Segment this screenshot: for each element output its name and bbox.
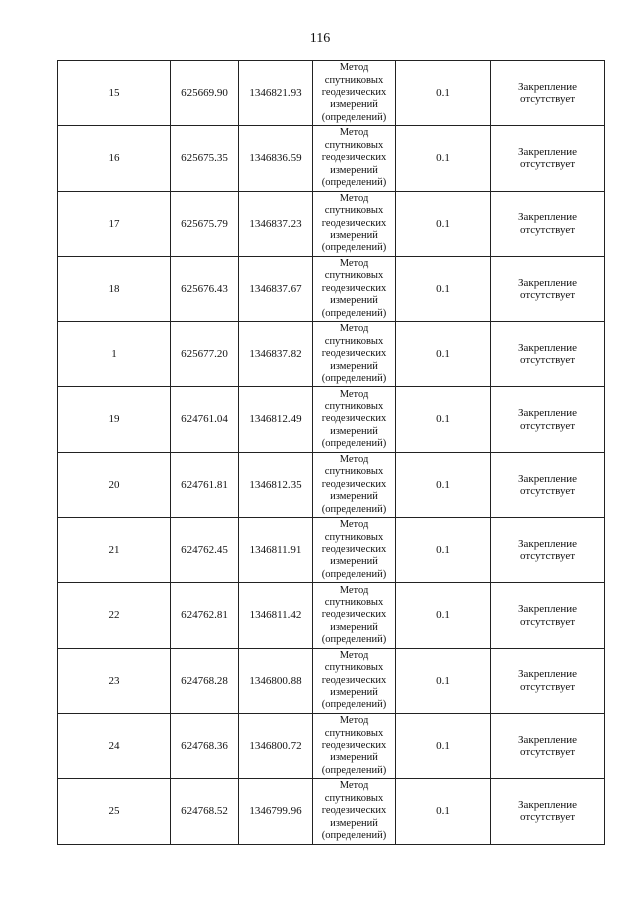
fixing-cell (491, 126, 605, 191)
accuracy-cell: 0.1 (396, 256, 491, 321)
x-coordinate-cell: 624762.45 (171, 518, 239, 583)
y-coordinate-cell: 1346837.67 (239, 256, 313, 321)
method-cell (313, 452, 396, 517)
method-line: (определений) (321, 699, 387, 711)
method-line: спутниковых (324, 205, 384, 217)
accuracy-cell: 0.1 (396, 452, 491, 517)
method-line: Метод (339, 453, 369, 465)
x-coordinate-cell: 624768.28 (171, 648, 239, 713)
method-line: (определений) (321, 372, 387, 384)
method-line: Метод (339, 649, 369, 661)
point-number-cell: 22 (58, 583, 171, 648)
accuracy-cell: 0.1 (396, 322, 491, 387)
table-row (58, 648, 605, 713)
fixing-line: отсутствует (519, 550, 576, 563)
method-line: измерений (330, 491, 378, 503)
point-number-cell: 18 (58, 256, 171, 321)
method-line: спутниковых (324, 74, 384, 86)
fixing-line: Закрепление (517, 407, 578, 420)
fixing-line: отсутствует (519, 158, 576, 171)
point-number-cell: 15 (58, 61, 171, 126)
fixing-cell (491, 256, 605, 321)
fixing-line: отсутствует (519, 811, 576, 824)
fixing-cell (491, 648, 605, 713)
fixing-cell (491, 387, 605, 452)
method-line: Метод (339, 323, 369, 335)
y-coordinate-cell: 1346821.93 (239, 61, 313, 126)
x-coordinate-cell: 624768.36 (171, 713, 239, 778)
point-number-cell: 17 (58, 191, 171, 256)
x-coordinate-cell: 624762.81 (171, 583, 239, 648)
point-number-cell: 24 (58, 713, 171, 778)
method-line: Метод (339, 388, 369, 400)
method-cell (313, 583, 396, 648)
method-line: Метод (339, 62, 369, 74)
y-coordinate-cell: 1346811.42 (239, 583, 313, 648)
accuracy-cell: 0.1 (396, 583, 491, 648)
method-cell (313, 387, 396, 452)
fixing-line: отсутствует (519, 680, 576, 693)
method-line: измерений (330, 360, 378, 372)
accuracy-cell: 0.1 (396, 713, 491, 778)
x-coordinate-cell: 625677.20 (171, 322, 239, 387)
table-row (58, 713, 605, 778)
fixing-line: отсутствует (519, 354, 576, 367)
fixing-line: Закрепление (517, 146, 578, 159)
fixing-line: Закрепление (517, 603, 578, 616)
method-line: измерений (330, 687, 378, 699)
point-number-cell: 20 (58, 452, 171, 517)
y-coordinate-cell: 1346799.96 (239, 779, 313, 844)
method-cell (313, 256, 396, 321)
method-line: (определений) (321, 568, 387, 580)
method-line: Метод (339, 780, 369, 792)
fixing-line: отсутствует (519, 93, 576, 106)
method-line: геодезических (321, 86, 387, 98)
method-line: спутниковых (324, 466, 384, 478)
fixing-cell (491, 518, 605, 583)
fixing-line: Закрепление (517, 276, 578, 289)
method-line: спутниковых (324, 270, 384, 282)
table-row (58, 191, 605, 256)
y-coordinate-cell: 1346812.49 (239, 387, 313, 452)
method-line: геодезических (321, 544, 387, 556)
fixing-line: отсутствует (519, 223, 576, 236)
method-cell (313, 648, 396, 713)
method-line: Метод (339, 715, 369, 727)
method-line: (определений) (321, 503, 387, 515)
method-line: (определений) (321, 764, 387, 776)
x-coordinate-cell: 625675.79 (171, 191, 239, 256)
point-number-cell: 23 (58, 648, 171, 713)
fixing-line: Закрепление (517, 80, 578, 93)
method-cell (313, 779, 396, 844)
method-line: геодезических (321, 152, 387, 164)
method-line: спутниковых (324, 531, 384, 543)
method-cell (313, 322, 396, 387)
fixing-line: отсутствует (519, 289, 576, 302)
method-line: Метод (339, 519, 369, 531)
accuracy-cell: 0.1 (396, 126, 491, 191)
accuracy-cell: 0.1 (396, 61, 491, 126)
table-row (58, 256, 605, 321)
fixing-line: Закрепление (517, 341, 578, 354)
method-line: геодезических (321, 217, 387, 229)
method-line: измерений (330, 425, 378, 437)
method-line: (определений) (321, 307, 387, 319)
y-coordinate-cell: 1346837.23 (239, 191, 313, 256)
fixing-cell (491, 452, 605, 517)
x-coordinate-cell: 624761.04 (171, 387, 239, 452)
point-number-cell: 25 (58, 779, 171, 844)
method-cell (313, 518, 396, 583)
table-row (58, 583, 605, 648)
method-line: (определений) (321, 830, 387, 842)
table-row (58, 322, 605, 387)
method-line: спутниковых (324, 401, 384, 413)
fixing-line: Закрепление (517, 799, 578, 811)
method-line: спутниковых (324, 335, 384, 347)
method-line: измерений (330, 817, 378, 829)
method-cell (313, 126, 396, 191)
method-line: (определений) (321, 242, 387, 254)
table-row (58, 387, 605, 452)
method-line: геодезических (321, 674, 387, 686)
method-line: измерений (330, 752, 378, 764)
method-line: спутниковых (324, 727, 384, 739)
method-line: геодезических (321, 739, 387, 751)
fixing-cell (491, 583, 605, 648)
method-cell (313, 61, 396, 126)
table-row (58, 126, 605, 191)
fixing-line: отсутствует (519, 419, 576, 432)
page-number: 116 (309, 31, 331, 46)
fixing-line: Закрепление (517, 211, 578, 224)
fixing-cell (491, 322, 605, 387)
accuracy-cell: 0.1 (396, 779, 491, 844)
x-coordinate-cell: 624768.52 (171, 779, 239, 844)
fixing-line: Закрепление (517, 668, 578, 681)
accuracy-cell: 0.1 (396, 648, 491, 713)
method-line: геодезических (321, 609, 387, 621)
method-line: спутниковых (324, 792, 384, 804)
method-line: измерений (330, 229, 378, 241)
point-number-cell: 19 (58, 387, 171, 452)
method-line: измерений (330, 621, 378, 633)
fixing-cell (491, 713, 605, 778)
point-number-cell: 16 (58, 126, 171, 191)
x-coordinate-cell: 624761.81 (171, 452, 239, 517)
method-line: измерений (330, 295, 378, 307)
method-line: геодезических (321, 348, 387, 360)
method-cell (313, 191, 396, 256)
method-line: (определений) (321, 634, 387, 646)
x-coordinate-cell: 625675.35 (171, 126, 239, 191)
y-coordinate-cell: 1346811.91 (239, 518, 313, 583)
coordinates-table-body (58, 61, 605, 845)
method-line: измерений (330, 164, 378, 176)
y-coordinate-cell: 1346837.82 (239, 322, 313, 387)
table-row (58, 779, 605, 844)
method-line: измерений (330, 99, 378, 111)
accuracy-cell: 0.1 (396, 518, 491, 583)
fixing-line: отсутствует (519, 615, 576, 628)
method-line: Метод (339, 127, 369, 139)
fixing-line: отсутствует (519, 746, 576, 759)
method-line: Метод (339, 584, 369, 596)
y-coordinate-cell: 1346800.72 (239, 713, 313, 778)
fixing-line: отсутствует (519, 484, 576, 497)
accuracy-cell: 0.1 (396, 387, 491, 452)
method-line: (определений) (321, 111, 387, 123)
table-row (58, 518, 605, 583)
table-row (58, 61, 605, 126)
method-line: спутниковых (324, 662, 384, 674)
fixing-cell (491, 779, 605, 844)
method-line: (определений) (321, 438, 387, 450)
method-line: Метод (339, 192, 369, 204)
method-line: геодезических (321, 413, 387, 425)
fixing-cell (491, 191, 605, 256)
method-line: спутниковых (324, 139, 384, 151)
y-coordinate-cell: 1346836.59 (239, 126, 313, 191)
method-line: измерений (330, 556, 378, 568)
x-coordinate-cell: 625669.90 (171, 61, 239, 126)
coordinates-table (57, 60, 605, 845)
fixing-line: Закрепление (517, 472, 578, 485)
fixing-line: Закрепление (517, 733, 578, 746)
method-cell (313, 713, 396, 778)
y-coordinate-cell: 1346800.88 (239, 648, 313, 713)
method-line: (определений) (321, 177, 387, 189)
table-row (58, 452, 605, 517)
x-coordinate-cell: 625676.43 (171, 256, 239, 321)
method-line: геодезических (321, 805, 387, 817)
point-number-cell: 1 (58, 322, 171, 387)
y-coordinate-cell: 1346812.35 (239, 452, 313, 517)
fixing-cell (491, 61, 605, 126)
fixing-line: Закрепление (517, 537, 578, 550)
method-line: Метод (339, 258, 369, 270)
point-number-cell: 21 (58, 518, 171, 583)
method-line: геодезических (321, 282, 387, 294)
method-line: спутниковых (324, 596, 384, 608)
method-line: геодезических (321, 478, 387, 490)
accuracy-cell: 0.1 (396, 191, 491, 256)
